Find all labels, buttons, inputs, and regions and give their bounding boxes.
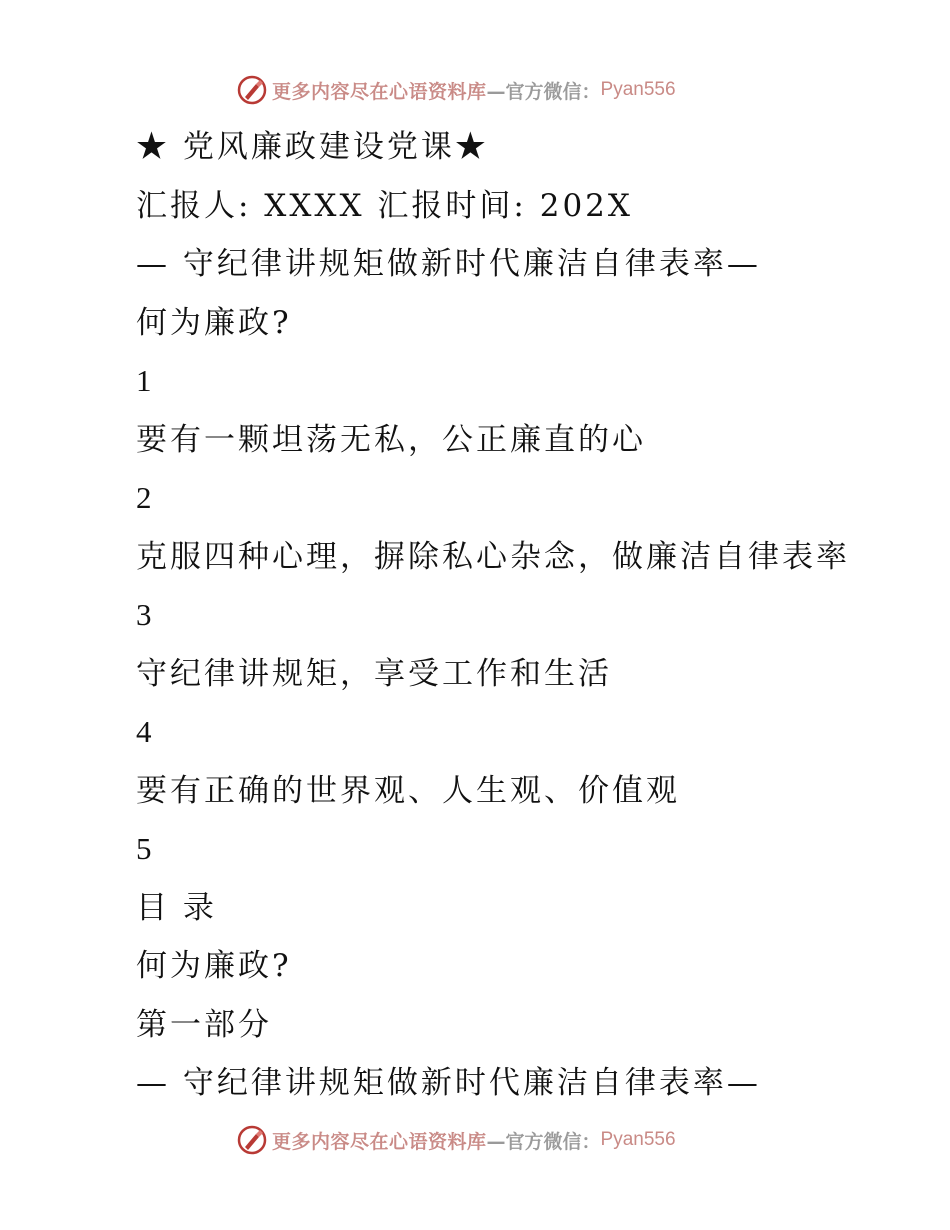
item-number: 2 — [136, 480, 152, 515]
footer-watermark — [236, 1122, 676, 1158]
item-text: 要有正确的世界观、人生观、价值观 — [136, 772, 680, 809]
part-heading: 第一部分 — [136, 1006, 272, 1043]
watermark-separator: —官方微信： — [486, 1130, 601, 1153]
item-number: 1 — [136, 363, 152, 398]
toc-heading: 目 录 — [136, 889, 217, 926]
item-text: 克服四种心理，摒除私心杂念，做廉洁自律表率 — [136, 538, 850, 575]
toc-entry: 何为廉政? — [136, 948, 292, 984]
watermark-text: 更多内容尽在心语资料库 — [272, 1130, 487, 1153]
section-heading: 何为廉政? — [136, 304, 292, 341]
item-number: 4 — [136, 714, 152, 749]
item-text: 要有一颗坦荡无私，公正廉直的心 — [136, 421, 646, 458]
header-watermark — [236, 72, 676, 108]
pen-logo-icon — [236, 1124, 268, 1156]
item-number: 5 — [136, 831, 152, 866]
watermark-account: Pyan556 — [600, 1129, 676, 1150]
item-text: 守纪律讲规矩，享受工作和生活 — [136, 655, 612, 692]
watermark-separator: —官方微信： — [486, 80, 601, 103]
subtitle-repeat: — 守纪律讲规矩做新时代廉洁自律表率— — [136, 1065, 761, 1101]
document-body — [136, 118, 936, 1113]
watermark-account: Pyan556 — [600, 79, 676, 100]
pen-logo-icon — [236, 74, 268, 106]
doc-title: ★ 党风廉政建设党课★ — [136, 129, 489, 165]
subtitle: — 守纪律讲规矩做新时代廉洁自律表率— — [136, 246, 761, 282]
watermark-text: 更多内容尽在心语资料库 — [272, 80, 487, 103]
reporter-line: 汇报人: XXXX 汇报时间: 202X — [136, 187, 633, 224]
item-number: 3 — [136, 597, 152, 632]
